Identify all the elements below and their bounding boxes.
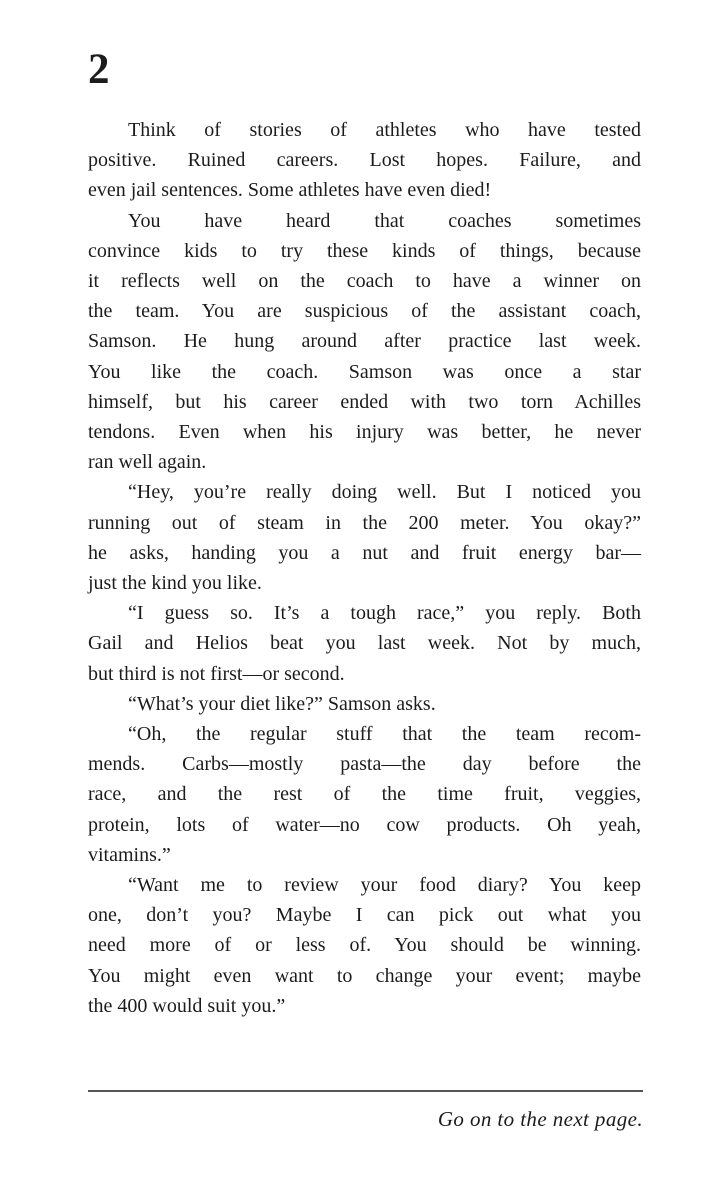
story-text bbox=[88, 115, 641, 1021]
text-line: but third is not first—or second. bbox=[88, 662, 345, 685]
text-line: protein, lots of water—no cow products. Oh yeah, bbox=[88, 813, 641, 836]
paragraph bbox=[88, 719, 641, 870]
text-line: tendons. Even when his injury was better, he never bbox=[88, 421, 641, 444]
text-line: Think of stories of athletes who have tested bbox=[128, 119, 641, 141]
text-line: vitamins.” bbox=[88, 843, 171, 866]
text-line: mends. Carbs—mostly pasta—the day before the bbox=[88, 753, 641, 776]
text-line: Samson. He hung around after practice last week. bbox=[88, 330, 641, 353]
text-line: convince kids to try these kinds of things, because bbox=[88, 239, 641, 262]
text-line: “I guess so. It’s a tough race,” you reply. Both bbox=[128, 602, 641, 625]
text-line: one, don’t you? Maybe I can pick out what you bbox=[88, 904, 641, 927]
text-line: just the kind you like. bbox=[88, 572, 262, 595]
text-line: “Want me to review your food diary? You keep bbox=[128, 874, 641, 897]
text-line: need more of or less of. You should be winning. bbox=[88, 934, 641, 957]
paragraph bbox=[88, 689, 641, 719]
text-line: You like the coach. Samson was once a star bbox=[88, 360, 641, 383]
text-line: positive. Ruined careers. Lost hopes. Failure, and bbox=[88, 149, 641, 172]
text-line: the team. You are suspicious of the assistant coach, bbox=[88, 300, 641, 323]
paragraph bbox=[88, 206, 641, 478]
text-line: it reflects well on the coach to have a winner on bbox=[88, 270, 641, 293]
footer-divider bbox=[88, 1090, 643, 1092]
text-line: “What’s your diet like?” Samson asks. bbox=[128, 692, 436, 715]
page-number: 2 bbox=[88, 46, 110, 93]
text-line: race, and the rest of the time fruit, veggies, bbox=[88, 783, 641, 806]
next-page-instruction: Go on to the next page. bbox=[437, 1107, 643, 1131]
text-line: “Oh, the regular stuff that the team recom- bbox=[128, 723, 641, 746]
text-line: the 400 would suit you.” bbox=[88, 994, 286, 1017]
text-line: he asks, handing you a nut and fruit energy bar— bbox=[88, 541, 641, 564]
text-line: You have heard that coaches sometimes bbox=[128, 209, 641, 232]
text-line: Gail and Helios beat you last week. Not by much, bbox=[88, 632, 641, 655]
paragraph bbox=[88, 598, 641, 689]
paragraph bbox=[88, 870, 641, 1021]
text-line: You might even want to change your event; maybe bbox=[88, 964, 641, 987]
text-line: even jail sentences. Some athletes have even died! bbox=[88, 179, 492, 202]
paragraph bbox=[88, 115, 641, 206]
text-line: “Hey, you’re really doing well. But I noticed you bbox=[128, 481, 641, 504]
text-line: running out of steam in the 200 meter. You okay?” bbox=[88, 511, 641, 534]
text-line: himself, but his career ended with two torn Achilles bbox=[88, 390, 641, 413]
text-line: ran well again. bbox=[88, 451, 207, 474]
paragraph bbox=[88, 477, 641, 598]
